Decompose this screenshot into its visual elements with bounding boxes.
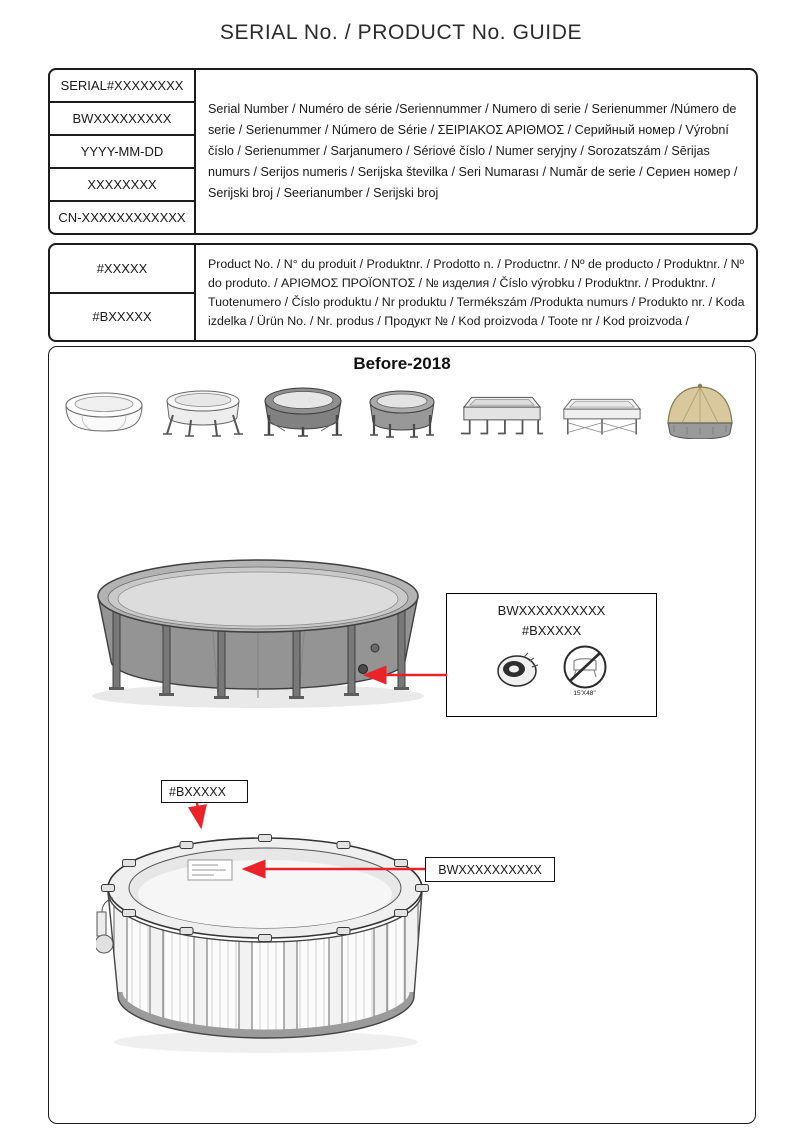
oval-steel-frame-pool-icon — [260, 381, 346, 439]
serial-sticker — [188, 860, 232, 880]
serial-number-box — [48, 68, 758, 235]
dome-covered-pool-icon — [657, 381, 743, 439]
page-title: SERIAL No. / PRODUCT No. GUIDE — [219, 21, 583, 44]
pool-size-label: 15'X48" — [573, 690, 596, 697]
serial-label-arrow — [236, 857, 428, 881]
strainer-fitting-icon — [494, 644, 542, 694]
prohibited-icon — [560, 644, 610, 690]
callout-product-code: #BXXXXX — [521, 623, 582, 638]
callout-serial-code: BWXXXXXXXXXX — [497, 603, 606, 618]
product-number-label: #BXXXXX — [161, 780, 248, 803]
serial-code-column — [48, 68, 196, 235]
rect-frame-pool-braces-icon — [458, 381, 544, 439]
rect-frame-pool-icon — [558, 381, 644, 439]
product-description: Product No. / N° du produit / Produktnr. / Prodotto n. / Productnr. / Nº de producto / Produktnr. / Nº do produto. / ΑΡΙΘΜΟΣ ΠΡΟΪΟΝΤΟΣ / № изделия / Číslo výrobku / Produktnr. / Produktnr. / Tuotenumero / Číslo produktu / Nr produktu / Termékszám /Produkta numurs / Produkto nr. / Koda izdelka / Ürün No. / Nr. produs / Продукт № / Kod proizvoda / Toote nr / Kod proizvoda / — [208, 256, 745, 328]
callout-icons — [447, 644, 656, 697]
label-location-callout — [446, 593, 657, 717]
product-number-box — [48, 243, 758, 342]
plain-code-cell: XXXXXXXX — [48, 167, 196, 202]
oval-frame-pool-icon — [160, 381, 246, 439]
round-frame-pool-icon — [359, 381, 445, 439]
date-format-cell: YYYY-MM-DD — [48, 134, 196, 169]
cn-code-cell: CN-XXXXXXXXXXXX — [48, 200, 196, 235]
before-2018-panel — [48, 346, 756, 1124]
serial-description: Serial Number / Numéro de série /Seriennummer / Numero di serie / Serienummer /Número de serie / Serienummer / Número de Série / ΣΕΙΡΙΑΚΟΣ ΑΡΙΘΜΟΣ / Серийный номер / Výrobní číslo / Serienummer / Sarjanumero / Sériové číslo / Numer seryjny / Sorozatszám / Sērijas numurs / Serijos numeris / Serijska številka / Seri Numarası / Număr de serie / Сериен номер / Serijski broj / Seerianumber / Serijski broj — [208, 102, 738, 200]
callout-arrow — [353, 663, 453, 687]
product-code-cell: #XXXXX — [48, 243, 196, 294]
pool-types-row — [61, 377, 743, 439]
serial-number-label: BWXXXXXXXXXX — [425, 857, 555, 882]
product-code-column — [48, 243, 196, 342]
panel-heading: Before-2018 — [353, 354, 451, 373]
product-b-code-cell: #BXXXXX — [48, 292, 196, 343]
serial-format-cell: SERIAL#XXXXXXXX — [48, 68, 196, 103]
prohibited-size-group — [560, 644, 610, 697]
inflatable-ring-pool-icon — [61, 381, 147, 439]
bw-code-cell: BWXXXXXXXXX — [48, 101, 196, 136]
